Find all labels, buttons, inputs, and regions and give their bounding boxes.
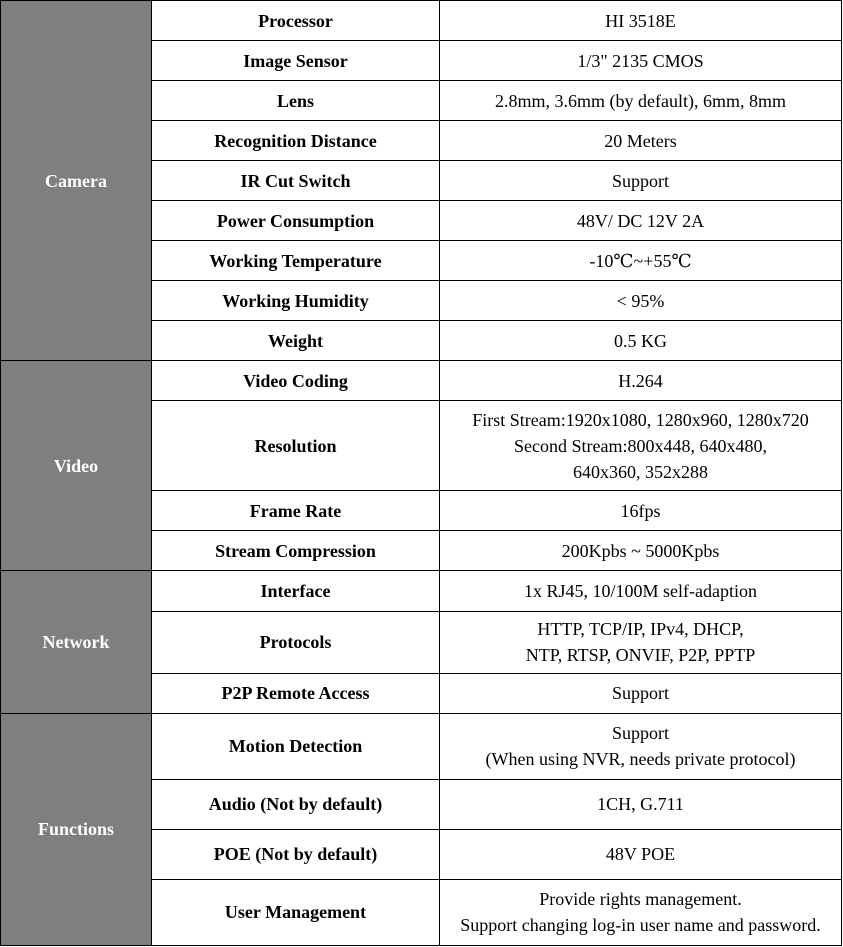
parameter-name: Audio (Not by default) (152, 779, 440, 829)
parameter-name: Video Coding (152, 361, 440, 401)
group-label: Network (1, 571, 152, 713)
parameter-value (440, 281, 842, 321)
spec-table-body (1, 1, 842, 946)
value-line: Provide rights management. (539, 889, 742, 910)
parameter-name: Power Consumption (152, 201, 440, 241)
value-line: Second Stream:800x448, 640x480, (514, 435, 767, 456)
spec-row (1, 571, 842, 611)
value-line: < 95% (616, 290, 665, 311)
parameter-value (440, 531, 842, 571)
value-line: -10℃~+55℃ (589, 250, 692, 271)
value-line: 1/3" 2135 CMOS (577, 50, 704, 71)
parameter-name: P2P Remote Access (152, 673, 440, 713)
value-line: 48V/ DC 12V 2A (576, 210, 705, 231)
parameter-value (440, 401, 842, 491)
value-line: 1CH, G.711 (597, 794, 684, 815)
parameter-name: Image Sensor (152, 41, 440, 81)
parameter-name: Working Humidity (152, 281, 440, 321)
value-line: 2.8mm, 3.6mm (by default), 6mm, 8mm (495, 90, 786, 111)
parameter-value (440, 829, 842, 879)
value-line: 200Kpbs ~ 5000Kpbs (561, 540, 720, 561)
parameter-value (440, 161, 842, 201)
parameter-value (440, 1, 842, 41)
parameter-name: Resolution (152, 401, 440, 491)
parameter-name: Frame Rate (152, 491, 440, 531)
parameter-value (440, 713, 842, 779)
parameter-value (440, 241, 842, 281)
value-line: Support (611, 683, 669, 704)
value-line: 16fps (620, 500, 661, 521)
value-line: 0.5 KG (614, 330, 667, 351)
parameter-value (440, 491, 842, 531)
spec-row (1, 361, 842, 401)
parameter-name: Processor (152, 1, 440, 41)
parameter-value (440, 41, 842, 81)
parameter-name: Weight (152, 321, 440, 361)
parameter-value (440, 673, 842, 713)
parameter-name: Working Temperature (152, 241, 440, 281)
value-line: Support (611, 170, 669, 191)
parameter-name: POE (Not by default) (152, 829, 440, 879)
value-line: Support (611, 723, 669, 744)
value-line: 640x360, 352x288 (573, 461, 708, 482)
parameter-value (440, 201, 842, 241)
parameter-value (440, 321, 842, 361)
value-line: First Stream:1920x1080, 1280x960, 1280x720 (472, 409, 809, 430)
value-line: Support changing log-in user name and password. (460, 915, 821, 936)
value-line: H.264 (618, 370, 663, 391)
value-line: NTP, RTSP, ONVIF, P2P, PPTP (525, 645, 756, 666)
group-label: Functions (1, 713, 152, 945)
parameter-value (440, 121, 842, 161)
value-line: 1x RJ45, 10/100M self-adaption (524, 580, 757, 601)
parameter-name: Protocols (152, 611, 440, 673)
value-line: 48V POE (605, 844, 676, 865)
parameter-name: Motion Detection (152, 713, 440, 779)
value-line: 20 Meters (604, 130, 677, 151)
value-line: HI 3518E (605, 10, 676, 31)
parameter-name: Interface (152, 571, 440, 611)
parameter-name: Recognition Distance (152, 121, 440, 161)
value-line: HTTP, TCP/IP, IPv4, DHCP, (537, 619, 744, 640)
parameter-value (440, 779, 842, 829)
parameter-name: User Management (152, 879, 440, 945)
group-label: Video (1, 361, 152, 571)
parameter-name: Stream Compression (152, 531, 440, 571)
value-line: (When using NVR, needs private protocol) (485, 749, 796, 770)
parameter-value (440, 611, 842, 673)
parameter-value (440, 361, 842, 401)
spec-row (1, 713, 842, 779)
parameter-value (440, 81, 842, 121)
group-label: Camera (1, 1, 152, 361)
parameter-value (440, 571, 842, 611)
parameter-name: IR Cut Switch (152, 161, 440, 201)
spec-row (1, 1, 842, 41)
parameter-name: Lens (152, 81, 440, 121)
parameter-value (440, 879, 842, 945)
